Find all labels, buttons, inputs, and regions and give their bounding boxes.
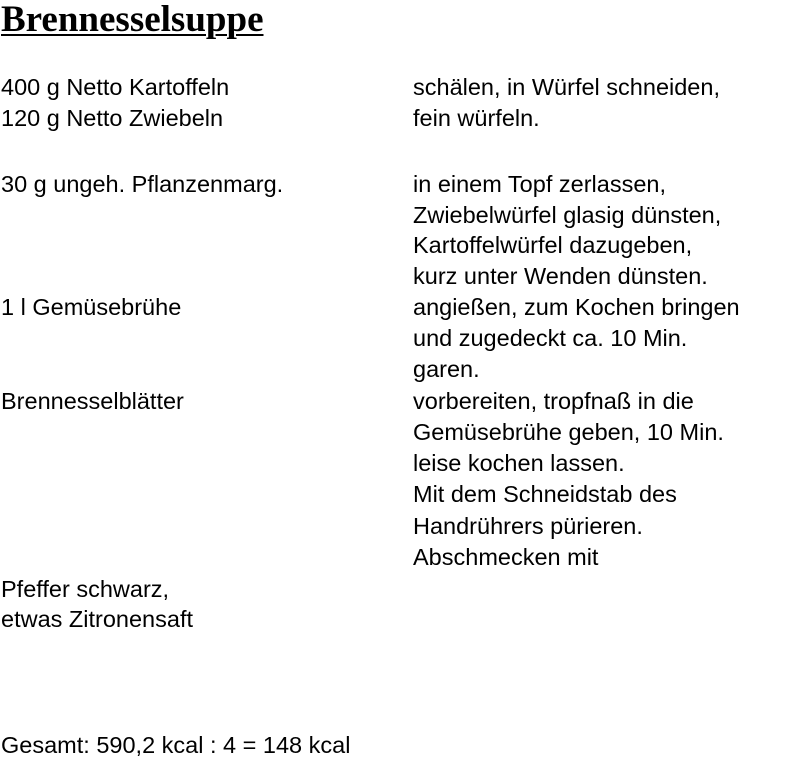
step-line: Mit dem Schneidstab des xyxy=(413,481,677,507)
ingredient-lemon-juice: etwas Zitronensaft xyxy=(1,606,194,632)
step-line: Zwiebelwürfel glasig dünsten, xyxy=(413,202,722,228)
step-line: vorbereiten, tropfnaß in die xyxy=(413,388,694,414)
ingredient-nettle-leaves: Brennesselblätter xyxy=(1,388,184,414)
step-line: angießen, zum Kochen bringen xyxy=(413,294,740,320)
step-line: fein würfeln. xyxy=(413,105,540,131)
calorie-total: Gesamt: 590,2 kcal : 4 = 148 kcal xyxy=(1,732,351,758)
ingredient-broth: 1 l Gemüsebrühe xyxy=(1,294,182,320)
step-line: garen. xyxy=(413,356,480,382)
step-line: kurz unter Wenden dünsten. xyxy=(413,263,708,289)
step-line: Kartoffelwürfel dazugeben, xyxy=(413,232,693,258)
ingredient-pepper: Pfeffer schwarz, xyxy=(1,576,170,602)
step-line: schälen, in Würfel schneiden, xyxy=(413,74,720,100)
ingredient-onions: 120 g Netto Zwiebeln xyxy=(1,105,224,131)
step-line: und zugedeckt ca. 10 Min. xyxy=(413,325,688,351)
recipe-title: Brennesselsuppe xyxy=(1,0,264,40)
step-line: Gemüsebrühe geben, 10 Min. xyxy=(413,419,724,445)
ingredient-potatoes: 400 g Netto Kartoffeln xyxy=(1,74,230,100)
step-line: in einem Topf zerlassen, xyxy=(413,171,666,197)
step-line: leise kochen lassen. xyxy=(413,450,625,476)
step-line: Handrührers pürieren. xyxy=(413,513,643,539)
ingredient-margarine: 30 g ungeh. Pflanzenmarg. xyxy=(1,171,284,197)
step-line: Abschmecken mit xyxy=(413,544,599,570)
